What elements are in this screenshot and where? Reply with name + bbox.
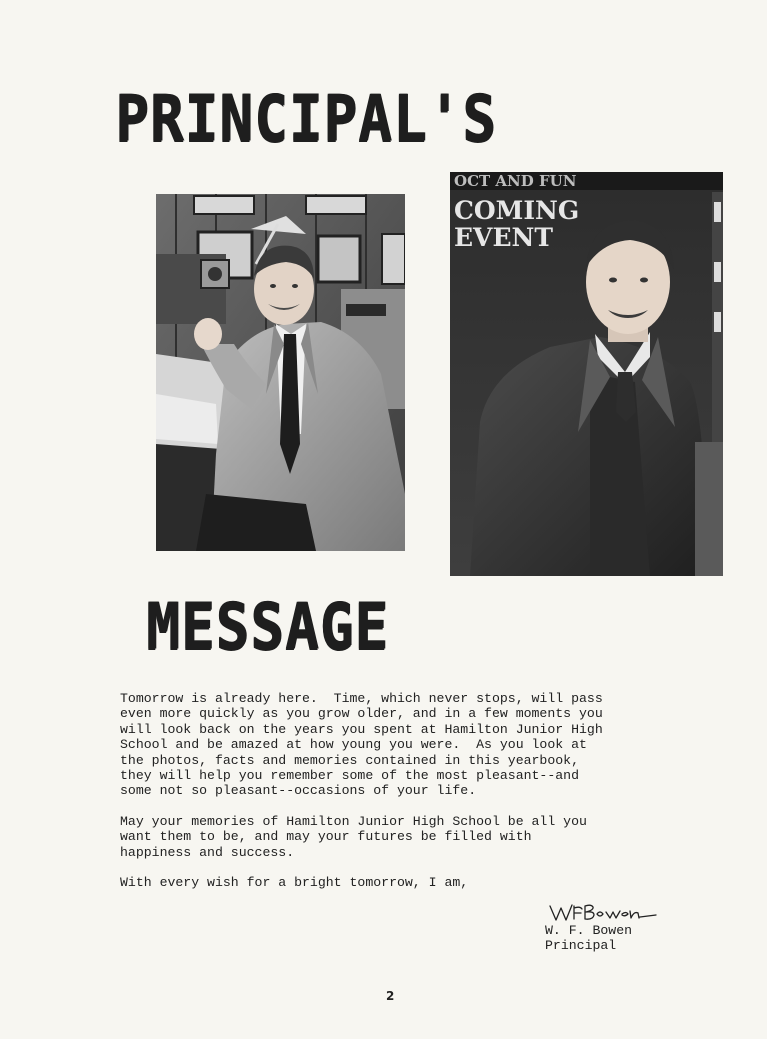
principal-desk-photo-illustration — [156, 194, 405, 551]
principal-portrait-photo-illustration — [450, 172, 723, 576]
principal-desk-photo — [156, 194, 405, 551]
signature-block — [545, 923, 632, 954]
handwritten-signature — [548, 900, 658, 924]
sign-text-top: OCT AND FUN — [454, 172, 577, 190]
sign-text-event: EVENT — [454, 223, 553, 252]
principal-letter — [120, 691, 710, 905]
letter-closing: With every wish for a bright tomorrow, I am, — [120, 875, 469, 891]
principal-portrait-photo — [450, 172, 723, 576]
message-heading: MESSAGE — [146, 590, 390, 665]
sign-text-coming: COMING — [454, 196, 580, 225]
principal-title: Principal — [545, 938, 617, 954]
principals-heading: PRINCIPAL'S — [115, 82, 497, 157]
letter-paragraph-1: Tomorrow is already here. Time, which never stops, will pass even more quickly as you grow older, and in a few moments you will look back on the years you spent at Hamilton Junior High School and be amazed at how young you were. As you look at the photos, facts and memories contained in this yearbook, they will help you remember some of the most pleasant--and some not so pleasant--occasions of your life. — [120, 691, 603, 799]
page-number: 2 — [386, 989, 395, 1003]
principal-name: W. F. Bowen — [545, 923, 633, 938]
letter-paragraph-2: May your memories of Hamilton Junior High School be all you want them to be, and may your futures be filled with happiness and success. — [120, 813, 587, 860]
